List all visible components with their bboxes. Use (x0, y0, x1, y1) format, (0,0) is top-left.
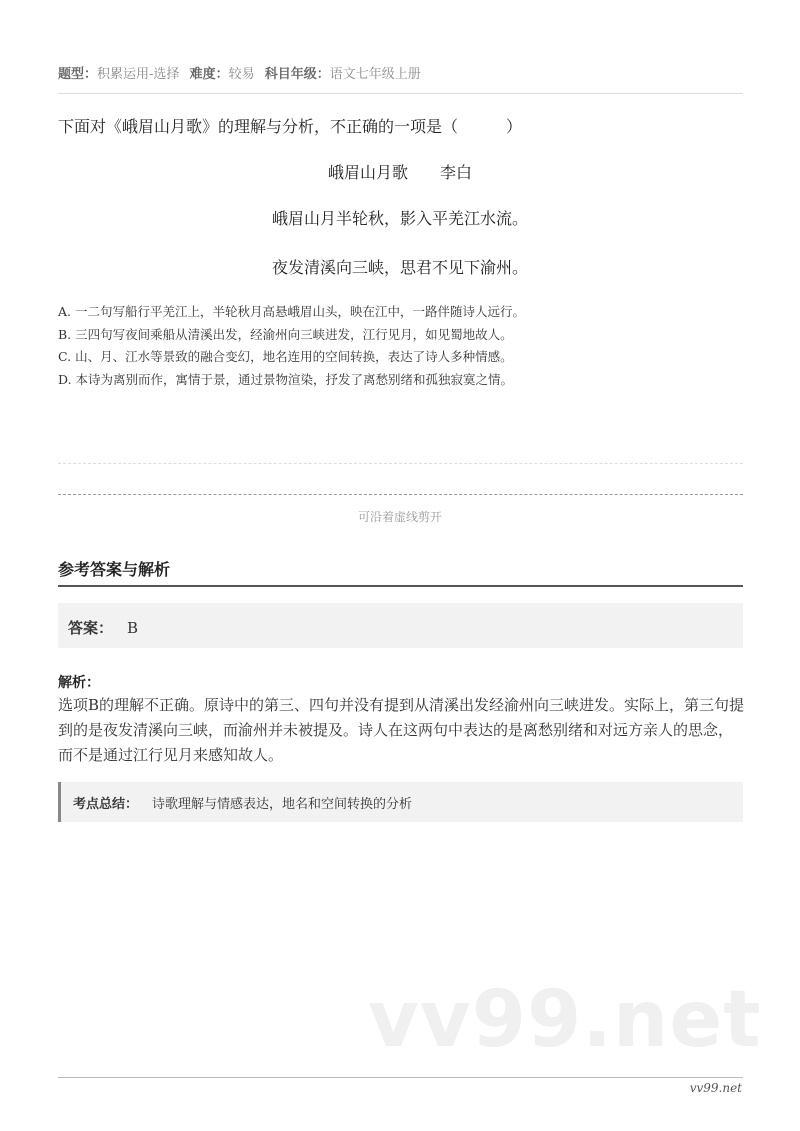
type-value: 积累运用-选择 (97, 67, 180, 82)
question-meta (58, 63, 427, 82)
cut-hint: 可沿着虚线剪开 (357, 510, 442, 524)
section-title: 参考答案与解析 (58, 560, 171, 579)
poem-title: 峨眉山月歌 李白 (327, 163, 472, 182)
explanation-text: 选项B的理解不正确。原诗中的第三、四句并没有提到从清溪出发经渝州向三峡进发。实际上，第三句提到的是夜发清溪向三峡，而渝州并未被提及。诗人在这两句中表达的是离愁别绪和对远方亲人的思念，而不是通过江行见月来感知故人。 (58, 696, 745, 764)
poem-line: 夜发清溪向三峡，思君不见下渝州。 (271, 258, 528, 277)
poem-line: 峨眉山月半轮秋，影入平羌江水流。 (271, 209, 528, 228)
divider (58, 93, 743, 94)
summary-value: 诗歌理解与情感表达，地名和空间转换的分析 (152, 797, 413, 812)
options-list (58, 301, 525, 392)
cut-line (58, 494, 743, 495)
grade-value: 语文七年级上册 (329, 67, 421, 82)
answer-box (58, 603, 743, 648)
explanation-label: 解析： (58, 675, 100, 691)
option-a: A. 一二句写船行平羌江上，半轮秋月高悬峨眉山头，映在江中，一路伴随诗人远行。 (58, 304, 525, 319)
answer-label: 答案： (68, 619, 114, 637)
difficulty-label: 难度： (189, 67, 229, 82)
footer-divider (58, 1077, 743, 1078)
answer-value: B (127, 619, 139, 637)
option-d: D. 本诗为离别而作，寓情于景，通过景物渲染，抒发了离愁别绪和孤独寂寞之情。 (58, 372, 514, 388)
summary-box (58, 782, 743, 822)
question-stem: 下面对《峨眉山月歌》的理解与分析，不正确的一项是（ ） (58, 117, 523, 136)
option-c: C. 山、月、江水等景致的融合变幻，地名连用的空间转换，表达了诗人多种情感。 (58, 349, 513, 365)
footer-site: vv99.net (689, 1081, 742, 1095)
difficulty-value: 较易 (228, 67, 255, 82)
type-label: 题型： (58, 67, 98, 82)
section-divider (58, 585, 743, 587)
summary-label: 考点总结： (73, 797, 139, 812)
option-b: B. 三四句写夜间乘船从清溪出发，经渝州向三峡进发，江行见月，如见蜀地故人。 (58, 326, 513, 342)
watermark: vv99.net (368, 975, 762, 1065)
answer-space-line (58, 463, 743, 464)
grade-label: 科目年级： (264, 67, 330, 82)
